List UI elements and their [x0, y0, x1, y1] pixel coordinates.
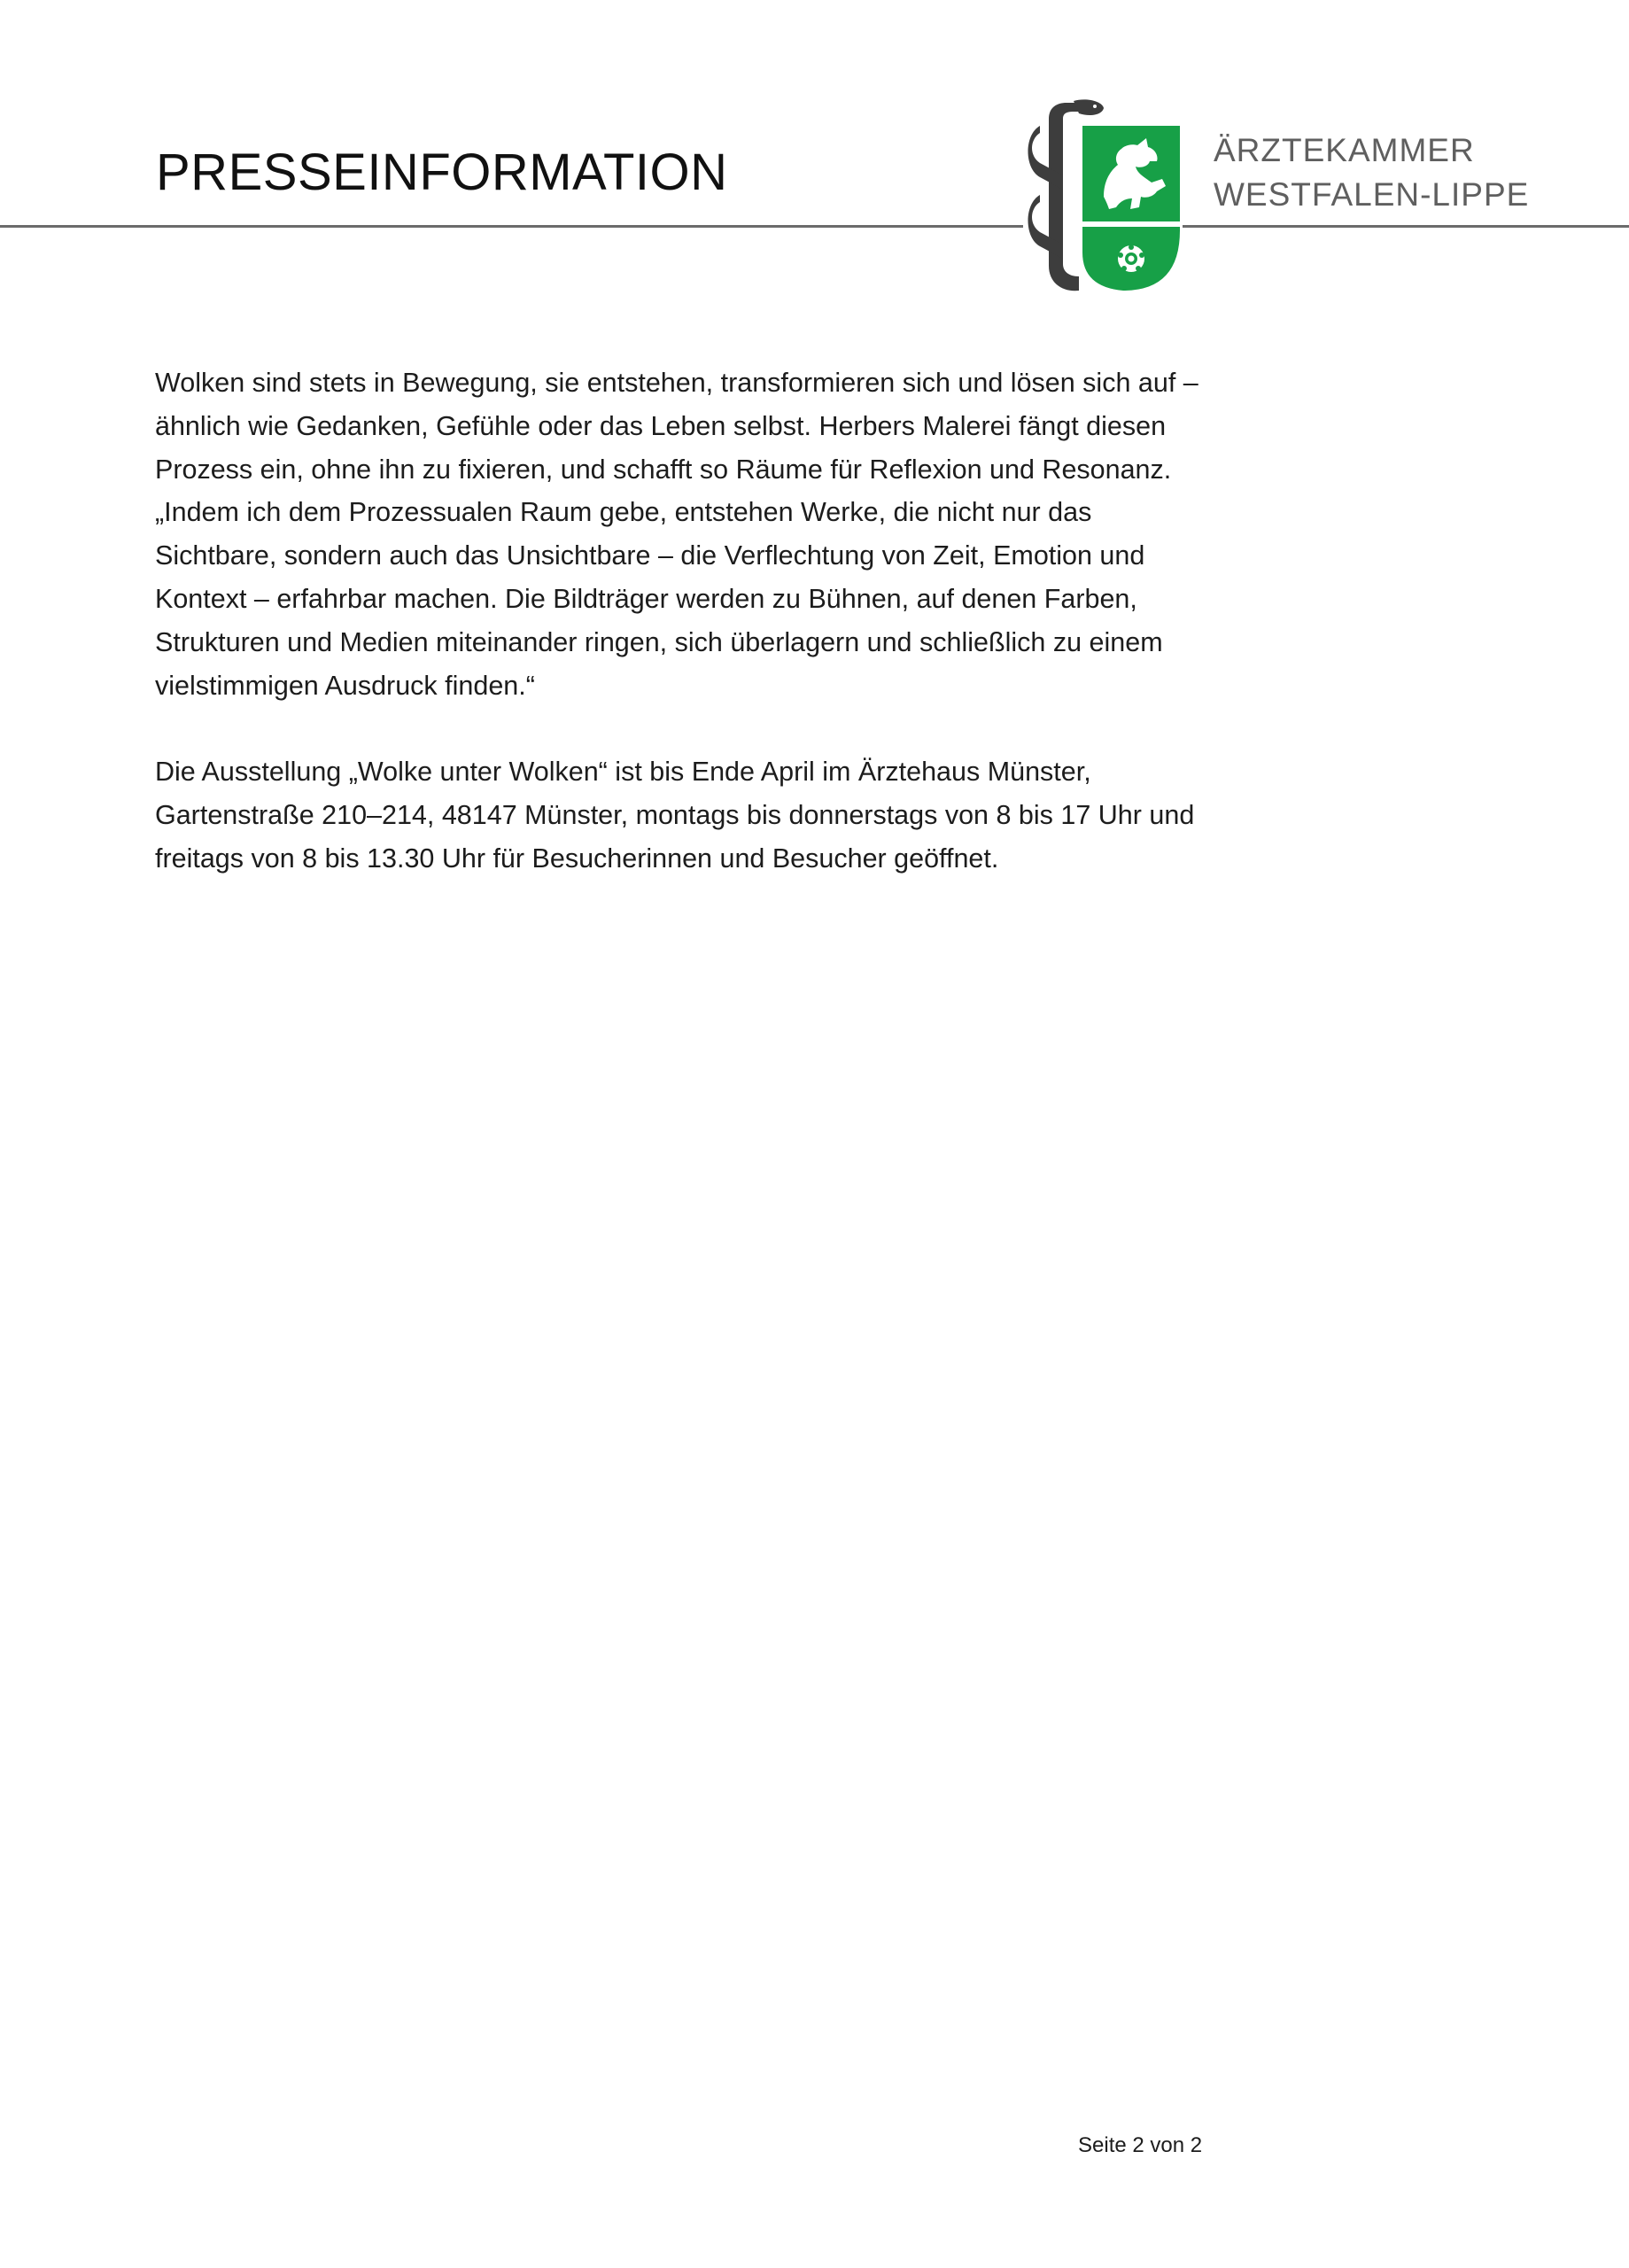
press-release-body: [155, 361, 1218, 924]
body-paragraph: Die Ausstellung „Wolke unter Wolken“ ist bis Ende April im Ärztehaus Münster, Gartenstraße 210–214, 48147 Münster, montags bis donnerstags von 8 bis 17 Uhr und freitags von 8 bis 13.30 Uhr für Besucherinnen und Besucher geöffnet.: [155, 757, 1195, 874]
header-divider-right: [1183, 225, 1629, 228]
organization-name-line1: ÄRZTEKAMMER: [1214, 132, 1475, 168]
shield-band: [1082, 221, 1180, 227]
organization-name-line2: WESTFALEN-LIPPE: [1214, 176, 1530, 213]
header-divider-left: [0, 225, 1023, 228]
aerztekammer-crest-logo: [1028, 97, 1187, 297]
organization-name: [1214, 128, 1529, 217]
page-number: Seite 2 von 2: [1078, 2133, 1203, 2157]
page-title: PRESSEINFORMATION: [156, 144, 728, 201]
serpent-head: [1074, 99, 1104, 115]
body-paragraph: Wolken sind stets in Bewegung, sie entstehen, transformieren sich und lösen sich auf – ähnlich wie Gedanken, Gefühle oder das Leben selbst. Herbers Malerei fängt diesen Prozess ein, ohne ihn zu fixieren, und schafft so Räume für Reflexion und Resonanz. „Indem ich dem Prozessualen Raum gebe, entstehen Werke, die nicht nur das Sichtbare, sondern auch das Unsichtbare – die Verflechtung von Zeit, Emotion und Kontext – erfahrbar machen. Die Bildträger werden zu Bühnen, auf denen Farben, Strukturen und Medien miteinander ringen, sich überlagern und schließlich zu einem vielstimmigen Ausdruck finden.“: [155, 368, 1198, 701]
